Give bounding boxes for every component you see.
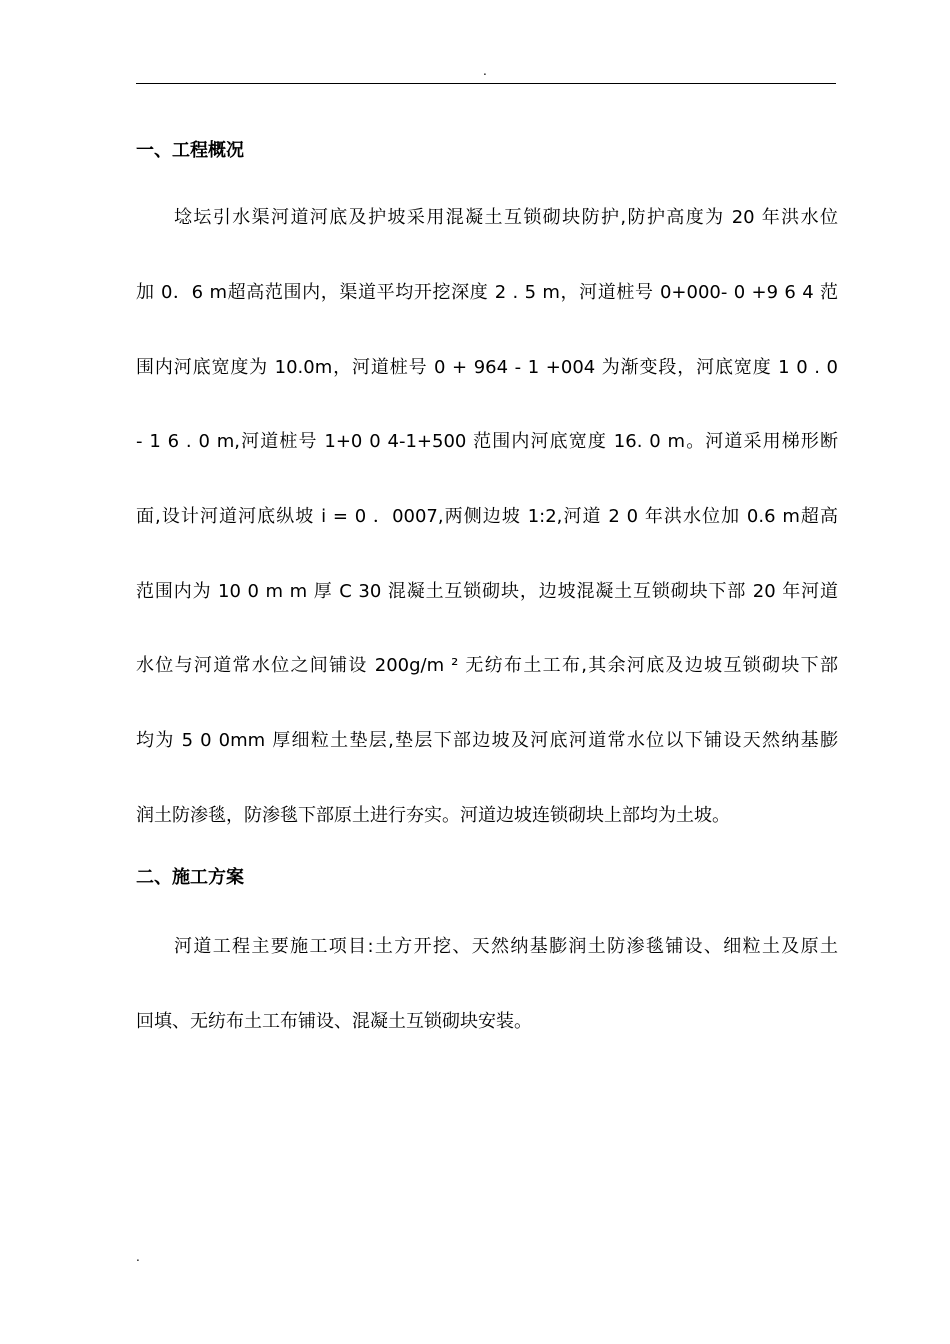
paragraph-line: 水位与河道常水位之间铺设 200g/m ² 无纺布土工布,其余河底及边坡互锁砌块下部 bbox=[136, 655, 838, 676]
paragraph-line: 加 0．6 m超高范围内，渠道平均开挖深度 2 . 5 m，河道桩号 0+000- 0 +9 6 4 范 bbox=[136, 282, 838, 303]
header-rule bbox=[136, 83, 836, 84]
section-heading-overview: 一、工程概况 bbox=[136, 140, 244, 161]
section-heading-plan: 二、施工方案 bbox=[136, 867, 244, 888]
paragraph-line: 回填、无纺布土工布铺设、混凝土互锁砌块安装。 bbox=[136, 1011, 532, 1032]
paragraph-line: 均为 5 0 0mm 厚细粒土垫层,垫层下部边坡及河底河道常水位以下铺设天然纳基膨 bbox=[136, 730, 838, 751]
paragraph-line: 围内河底宽度为 10.0m，河道桩号 0 + 964 - 1 +004 为渐变段，河底宽度 1 0 . 0 bbox=[136, 357, 838, 378]
paragraph-line: 河道工程主要施工项目:土方开挖、天然纳基膨润土防渗毯铺设、细粒土及原土 bbox=[174, 936, 838, 957]
header-mark: . bbox=[483, 64, 487, 78]
paragraph-line: - 1 6 . 0 m,河道桩号 1+0 0 4-1+500 范围内河底宽度 16. 0 m。河道采用梯形断 bbox=[136, 431, 838, 452]
footer-mark: . bbox=[136, 1250, 140, 1264]
paragraph-line: 范围内为 10 0 m m 厚 C 30 混凝土互锁砌块，边坡混凝土互锁砌块下部 20 年河道 bbox=[136, 581, 838, 602]
paragraph-line: 面,设计河道河底纵坡 i = 0 ．0007,两侧边坡 1:2,河道 2 0 年洪水位加 0.6 m超高 bbox=[136, 506, 838, 527]
paragraph-line: 埝坛引水渠河道河底及护坡采用混凝土互锁砌块防护,防护高度为 20 年洪水位 bbox=[174, 207, 838, 228]
paragraph-line: 润土防渗毯，防渗毯下部原土进行夯实。河道边坡连锁砌块上部均为土坡。 bbox=[136, 805, 730, 826]
